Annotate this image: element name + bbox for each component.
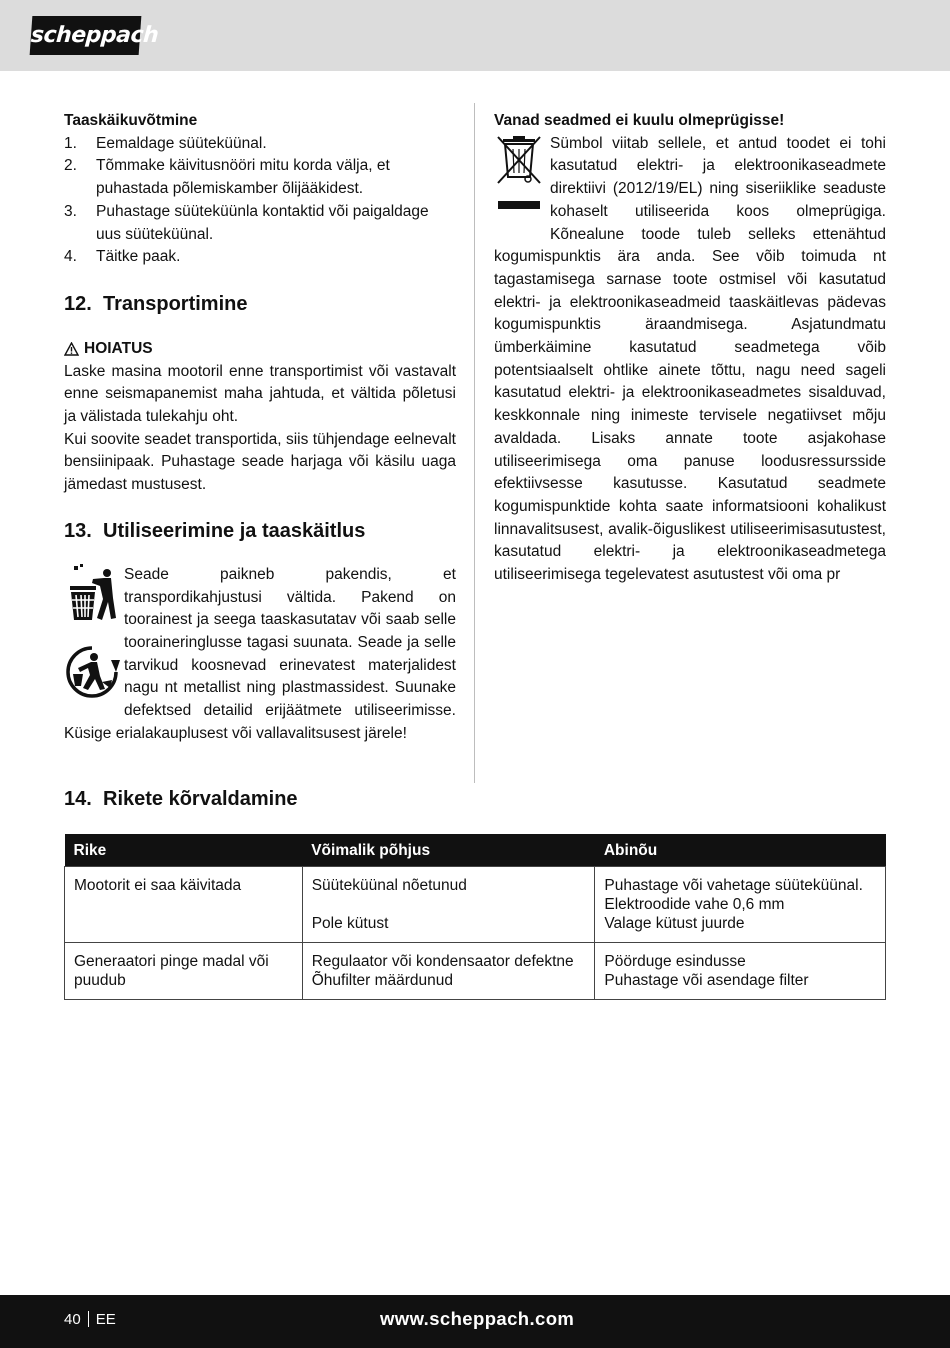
cause-line: Õhufilter määrdunud <box>311 972 454 989</box>
remedy-line: Valage kütust juurde <box>604 915 745 932</box>
table-header-row <box>65 834 886 867</box>
brand-logo: scheppach <box>30 16 142 55</box>
cause-line: Süüteküünal nõetunud <box>311 877 467 894</box>
step-number: 3. <box>64 202 77 220</box>
page-header <box>0 0 950 71</box>
cause-line: Pole kütust <box>311 915 389 932</box>
cause-cell <box>302 943 595 1000</box>
weee-icon-wrap <box>494 133 550 225</box>
weee-text: Sümbol viitab sellele, et antud toodet ei tohi kasutatud elektri- ja elektroonikaseadmete direktiivi (2012/19/EL) ning siseriiklike seaduste kohaselt utiliseerida koos olmeprügiga. Kõnealune toode tuleb selleks ettenähtud kogumispunktis ära anda. See võib toimuda nt tagastamisega sarnase toote ostmisel või kasutatud elektri- ja elektroonikaseadmeid taaskäitlevas pädevas kogumispunktis äraandmisega. Asjatundmatu ümberkäimine kasutatud seadmetega võib potentsiaalselt ohtlike ainete tõttu, nagu need sageli kasutatud elektri- ja elektroonikaseadmetes sisalduvad, keskkonnale ning inimeste tervisele negatiivset mõju avaldada. Lisaks annate toote asjakohase utiliseerimisega oma panuse loodusressursside efektiivsesse kasutusse. Kasutatud seadmete kogumispunktide kohta saate informatsiooni kohalikust linnavalitsusest, avalik-õiguslikest utiliseerimisasutustest, kasutatud elektri- ja elektroonikaseadmetega utiliseerimisega tegelevatest asutustest või oma pr <box>494 134 886 584</box>
section-14-title <box>64 787 298 811</box>
warning-label-text: HOIATUS <box>84 339 153 357</box>
page-footer <box>0 1295 950 1348</box>
remedy-line: Puhastage või asendage filter <box>604 972 809 989</box>
list-item <box>64 155 456 200</box>
remedy-cell <box>595 943 886 1000</box>
step-text: Eemaldage süüteküünal. <box>96 134 267 152</box>
cause-cell <box>302 867 595 943</box>
step-number: 2. <box>64 157 77 175</box>
right-column <box>494 110 886 587</box>
remedy-cell <box>595 867 886 943</box>
page-number: 40 <box>64 1311 81 1328</box>
separator <box>88 1311 89 1327</box>
troubleshooting-table-wrap <box>64 834 886 1000</box>
section-title-text: Rikete kõrvaldamine <box>103 788 298 810</box>
left-column <box>64 110 456 745</box>
transport-paragraph-2: Kui soovite seadet transportida, siis tühjendage eelnevalt bensiinipaak. Puhastage seade harjaga või käsilu uaga jämedast mustusest. <box>64 430 456 494</box>
fault-cell: Generaatori pinge madal või puudub <box>65 943 303 1000</box>
spacer <box>312 895 586 914</box>
table-row <box>65 943 886 1000</box>
remedy-line: Elektroodide vahe 0,6 mm <box>604 896 785 913</box>
section-number: 12. <box>64 292 92 315</box>
section-13-title <box>64 519 456 543</box>
restart-steps <box>64 133 456 269</box>
list-item <box>64 246 456 269</box>
list-item <box>64 133 456 156</box>
section-title-text: Utiliseerimine ja taaskäitlus <box>103 519 366 542</box>
column-header: Rike <box>65 834 303 867</box>
step-number: 4. <box>64 248 77 266</box>
column-divider <box>474 103 475 783</box>
remedy-line: Pöörduge esindusse <box>604 953 746 970</box>
remedy-line: Puhastage või vahetage süüteküünal. <box>604 877 863 894</box>
step-text: Täitke paak. <box>96 248 181 266</box>
recycling-icon <box>64 644 120 700</box>
page-indicator <box>64 1311 116 1328</box>
list-item <box>64 201 456 246</box>
section-title-text: Transportimine <box>103 292 248 315</box>
weee-block <box>494 133 886 587</box>
column-header: Abinõu <box>595 834 886 867</box>
fault-cell: Mootorit ei saa käivitada <box>65 867 303 943</box>
step-text: Tõmmake käivitusnööri mitu korda välja, et puhastada põlemiskamber õlijääkidest. <box>96 157 390 198</box>
crossed-out-wheelie-bin-icon <box>494 133 544 223</box>
weee-heading: Vanad seadmed ei kuulu olmeprügisse! <box>494 112 785 129</box>
section-number: 13. <box>64 519 92 542</box>
warning-triangle-icon <box>64 342 79 356</box>
section-12-title <box>64 292 456 316</box>
step-number: 1. <box>64 134 77 152</box>
disposal-block <box>64 564 456 746</box>
restart-heading: Taaskäikuvõtmine <box>64 112 198 129</box>
table-row <box>65 867 886 943</box>
column-header: Võimalik põhjus <box>302 834 595 867</box>
disposal-icons <box>64 564 124 707</box>
cause-line: Regulaator või kondensaator defektne <box>311 953 574 970</box>
disposal-text: Seade paikneb pakendis, et transpordikahjustusi vältida. Pakend on toorainest ja seega taaskasutatav või saab selle tooraineringlusse tagasi suunata. Seade ja selle tarvikud koosnevad erinevatest materjalidest nagu nt metallist ning plastmassidest. Suunake defektsed detailid erijäätmete utiliseerimisse. Küsige erialakauplusest või vallavalitsusest järele! <box>64 565 456 742</box>
step-text: Puhastage süüteküünla kontaktid või paigaldage uus süüteküünal. <box>96 202 429 243</box>
section-number: 14. <box>64 788 92 810</box>
troubleshooting-table <box>64 834 886 1000</box>
language-code: EE <box>95 1311 116 1328</box>
transport-paragraph-1: Laske masina mootoril enne transportimist või vastavalt enne seismapanemist maha jahtuda, et vältida põletusi ja välistada tulekahju oht. <box>64 362 456 426</box>
trash-disposal-icon <box>64 564 120 634</box>
warning-label <box>64 338 456 361</box>
website-url[interactable]: www.scheppach.com <box>380 1308 575 1329</box>
